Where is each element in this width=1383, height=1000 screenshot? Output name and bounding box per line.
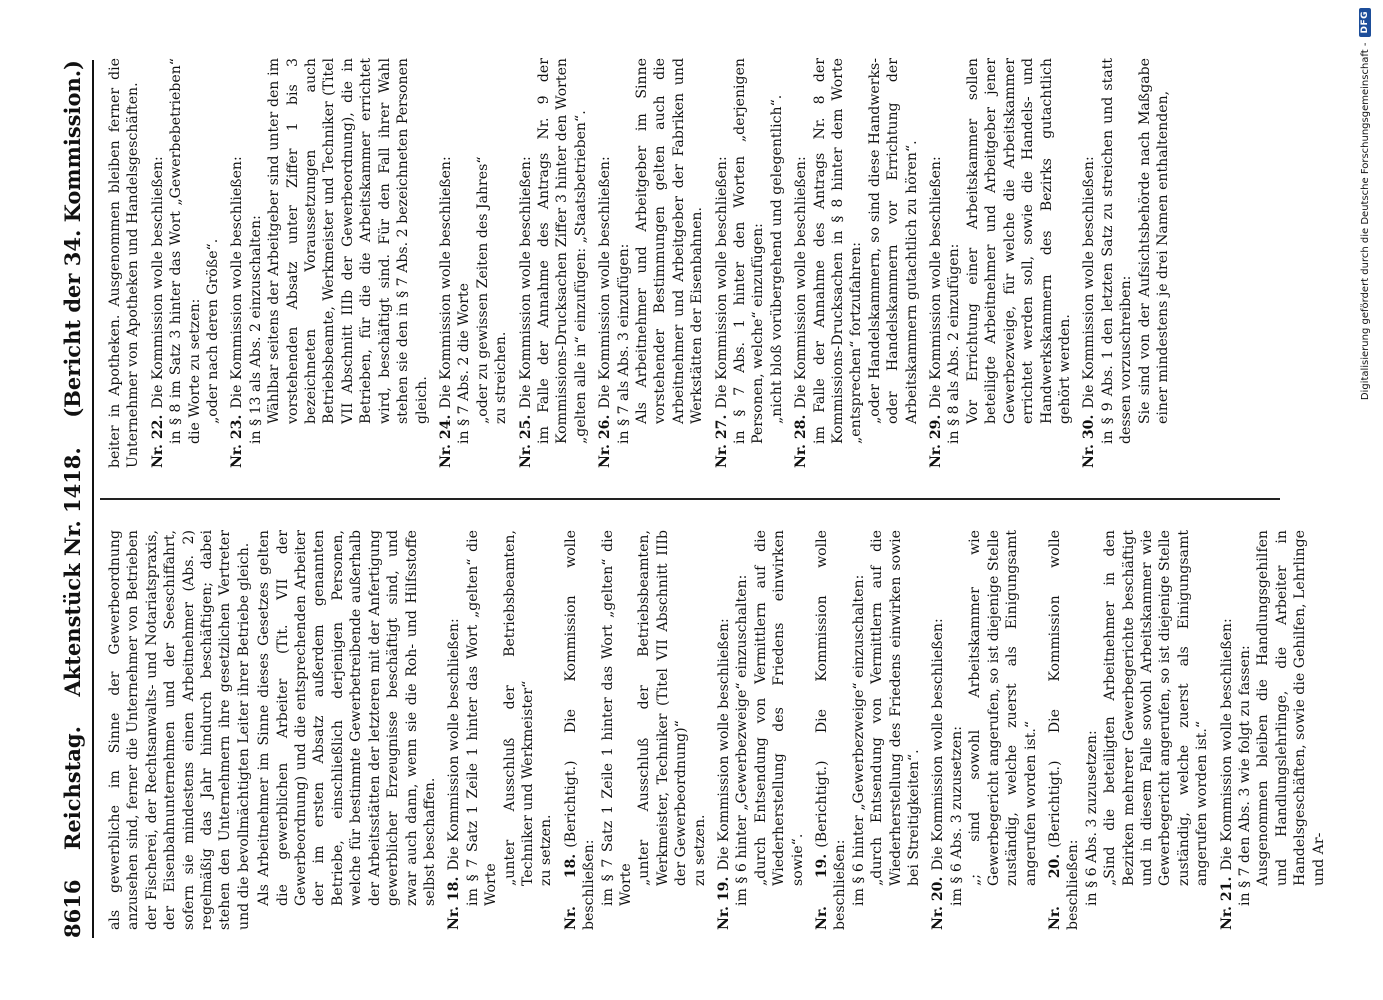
motion-item [927, 58, 1074, 468]
motion-text: im § 7 Satz 1 Zeile 1 hinter das Wort „gelten“ die Worte [599, 530, 634, 906]
motion-text: im § 6 hinter „Gewerbezweige“ einzuschalten: [850, 574, 867, 906]
motion-item [562, 530, 709, 930]
motion-head-text: Die Kommission wolle beschließen: [1218, 618, 1235, 871]
motion-heading [713, 58, 731, 468]
motion-head-text: Die Kommission wolle beschließen: [793, 156, 810, 409]
motion-text: „Sind die beteiligten Arbeitnehmer in den Bezirken mehrerer Gewerbegerichte beschäftigt und in diesem Falle sowohl Arbeitskammer wie Gewerbegericht angerufen, so ist diejenige Stelle zuständig, welche zuerst als Einigungsamt angerufen worden ist.“ [1102, 530, 1211, 886]
motion-text: „; sind sowohl Arbeitskammer wie Gewerbegericht angerufen, so ist diejenige Stelle zuständig, welche zuerst als Einigungsamt angerufen worden ist.“ [967, 530, 1039, 886]
motion-number: Nr. 28. [793, 414, 810, 468]
motion-item [445, 530, 555, 930]
motion-text: in § 7 Abs. 1 hinter den Worten „derjenigen Personen, welche“ einzufügen: [732, 58, 767, 444]
motion-head-text: Die Kommission wolle beschließen: [716, 618, 732, 871]
motion-head-text: Die Kommission wolle beschließen: [1081, 156, 1098, 409]
motion-text: in § 7 als Abs. 3 einzufügen: [615, 243, 632, 444]
motion-item [149, 58, 223, 468]
intro-paragraph: Als Arbeitnehmer im Sinne dieses Gesetzes gelten die gewerblichen Arbeiter (Tit. VII der Gewerbeordnung) und die entsprechenden Arbeiter der im ersten Absatz außerdem genannten Betriebe, einschließlich derjenigen Personen, welche für bestimmte Gewerbetreibende außerhalb der Arbeitsstätten der letzteren mit der Anfertigung gewerblicher Erzeugnisse beschäftigt sind, und zwar auch dann, wenn sie die Roh- und Hilfsstoffe selbst beschaffen. [256, 530, 438, 906]
motion-heading [596, 58, 614, 468]
motion-text: Sie sind von der Aufsichtsbehörde nach Maßgabe einer mindestens je drei Namen enthaltenden, [1136, 58, 1171, 424]
motion-number: Nr. 18. [446, 876, 463, 930]
left-items [445, 530, 1328, 930]
motion-text: „unter Ausschluß der Betriebsbeamten, Techniker und Werkmeister“ [501, 530, 536, 886]
motion-head-text: Die Kommission wolle beschließen: [930, 618, 947, 871]
motion-head-text: Die Kommission wolle beschließen: [928, 156, 945, 409]
motion-heading [149, 58, 167, 468]
motion-text: im § 6 hinter „Gewerbezweige“ einzuschalten: [734, 574, 751, 906]
motion-item [1046, 530, 1212, 930]
motion-heading [929, 530, 947, 930]
motion-head-text: (Berichtigt.) Die Kommission wolle beschließen: [814, 530, 849, 930]
motion-number: Nr. 30. [1081, 414, 1098, 468]
right-column [106, 58, 1172, 468]
motion-text: in § 7 den Abs. 3 wie folgt zu fassen: [1236, 645, 1253, 906]
motion-head-text: (Berichtigt.) Die Kommission wolle beschließen: [562, 530, 598, 930]
credit-text: Digitalisierung gefördert durch die Deutsche Forschungsgemeinschaft - [1359, 42, 1371, 401]
motion-item [437, 58, 511, 468]
motion-item [792, 58, 921, 468]
motion-text: Als Arbeitnehmer und Arbeitgeber im Sinne vorstehender Bestimmungen gelten auch die Arbeitnehmer und Arbeitgeber der Fabriken und Werkstätten der Eisenbahnen. [633, 58, 706, 424]
motion-item [228, 58, 430, 468]
motion-heading [715, 530, 733, 930]
motion-text: im Falle der Annahme des Antrags Nr. 9 der Kommissions-Drucksachen Ziffer 3 hinter den Worten „gelten alle in“ einzufügen: „Staatsbetrieben“. [535, 58, 589, 444]
right-intro [106, 58, 143, 468]
motion-item [1218, 530, 1328, 930]
motion-heading [437, 58, 455, 468]
digitization-credit [1355, 8, 1375, 668]
motion-text: im § 6 Abs. 3 zuzusetzen: [948, 726, 965, 906]
page-number: 8616 [59, 879, 85, 938]
motion-item [813, 530, 923, 930]
motion-heading [792, 58, 810, 468]
motion-heading [927, 58, 945, 468]
intro-paragraph: beiter in Apotheken. Ausgenommen bleiben ferner die Unternehmer von Apotheken und Handelsgeschäften. [107, 58, 142, 468]
motion-number: Nr. 20. [1046, 853, 1063, 930]
motion-text: zu streichen. [493, 331, 510, 424]
motion-text: „nicht bloß vorübergehend und gelegentlich“. [768, 94, 785, 424]
motion-text: in § 7 Abs. 2 die Worte [456, 283, 473, 444]
motion-text: im § 7 Satz 1 Zeile 1 hinter das Wort „gelten“ die Worte [464, 530, 500, 906]
header-center: Aktenstück Nr. 1418. [59, 447, 85, 697]
motion-head-text: Die Kommission wolle beschließen: [517, 156, 534, 409]
right-items [149, 58, 1173, 468]
motion-heading [1080, 58, 1098, 468]
motion-item [713, 58, 787, 468]
intro-paragraph: als gewerbliche im Sinne der Gewerbeordnung anzusehen sind, ferner die Unternehmer von Betrieben der Fischerei, der Rechtsanwalts- und Notariatspraxis, der Eisenbahnunternehmen und der Seeschiffahrt, sofern sie mindestens einen Arbeitnehmer (Abs. 2) regelmäßig das Jahr hindurch beschäftigen; dabei stehen den Unternehmern ihre gesetzlichen Vertreter und die bevollmächtigten Leiter ihrer Betriebe gleich. [107, 530, 252, 930]
motion-text: in § 13 als Abs. 2 einzuschalten: [247, 215, 264, 444]
motion-number: Nr. 24. [437, 414, 454, 468]
motion-text: Wählbar seitens der Arbeitgeber sind unter den im vorstehenden Absatz unter Ziffer 1 bis 3 bezeichneten Voraussetzungen auch Betriebsbeamte, Werkmeister und Techniker (Titel VII Abschnitt IIIb der Gewerbeordnung), die in Betrieben, für die die Arbeitskammer errichtet wird, beschäftigt sind. Für den Fall ihrer Wahl stehen sie den in § 7 Abs. 2 bezeichneten Personen gleich. [266, 58, 430, 424]
motion-number: Nr. 18. [562, 853, 579, 930]
motion-item [596, 58, 706, 468]
motion-number: Nr. 27. [713, 414, 730, 468]
motion-number: Nr. 22. [149, 414, 166, 468]
motion-text: Ausgenommen bleiben die Handlungsgehilfen und Handlungslehrlinge, die Arbeiter in Handelsgeschäften, sowie die Gehilfen, Lehrlinge und Ar- [1255, 530, 1327, 886]
left-intro [106, 530, 439, 930]
motion-text: zu setzen. [691, 814, 708, 886]
page-header [52, 60, 94, 938]
motion-heading [1046, 530, 1083, 930]
motion-text: „durch Entsendung von Vermittlern auf die Wiederherstellung des Friedens einwirken sowie“. [752, 530, 806, 886]
motion-text: Vor Errichtung einer Arbeitskammer sollen beteiligte Arbeitnehmer und Arbeitgeber jener Gewerbezweige, für welche die Arbeitskammer errichtet werden soll, sowie die Handels- und Handwerkskammern des Bezirks gutachtlich gehört werden. [964, 58, 1073, 424]
motion-head-text: Die Kommission wolle beschließen: [149, 156, 166, 409]
motion-number: Nr. 23. [229, 414, 246, 468]
motion-number: Nr. 19. [716, 876, 732, 930]
motion-item [929, 530, 1039, 930]
motion-item [715, 530, 807, 930]
motion-text: in § 6 Abs. 3 zuzusetzen: [1083, 730, 1100, 906]
motion-head-text: Die Kommission wolle beschließen: [446, 618, 463, 871]
motion-text: „oder Handelskammern, so sind diese Handwerks- oder Handelskammern vor Errichtung der Arbeitskammern gutachtlich zu hören“. [866, 58, 920, 424]
motion-text: in § 8 als Abs. 2 einzufügen: [946, 243, 963, 444]
header-right: (Bericht der 34. Kommission.) [59, 60, 85, 418]
motion-number: Nr. 19. [814, 853, 831, 930]
left-column [106, 530, 1328, 930]
motion-text: im Falle der Annahme des Antrags Nr. 8 der Kommissions-Drucksachen in § 8 hinter dem Worte „entsprechen“ fortzufahren: [811, 58, 865, 444]
motion-head-text: (Berichtigt.) Die Kommission wolle beschließen: [1046, 530, 1082, 930]
motion-heading [517, 58, 535, 468]
motion-text: in § 8 im Satz 3 hinter das Wort „Gewerbebetrieben“ die Worte zu setzen: [168, 58, 203, 444]
motion-head-text: Die Kommission wolle beschließen: [713, 156, 730, 409]
motion-heading [813, 530, 850, 930]
motion-number: Nr. 20. [930, 876, 947, 930]
motion-head-text: Die Kommission wolle beschließen: [437, 156, 454, 409]
motion-item [517, 58, 591, 468]
motion-item [1080, 58, 1172, 468]
motion-number: Nr. 29. [928, 414, 945, 468]
motion-text: „unter Ausschluß der Betriebsbeamten, Werkmeister, Techniker (Titel VII Abschnitt IIIb der Gewerbeordnung)“ [636, 530, 690, 886]
header-left: Reichstag. [59, 726, 85, 851]
motion-number: Nr. 26. [597, 414, 614, 468]
motion-head-text: Die Kommission wolle beschließen: [597, 156, 614, 409]
motion-text: zu setzen. [538, 814, 555, 886]
motion-number: Nr. 21. [1218, 876, 1235, 930]
motion-heading [445, 530, 463, 930]
motion-text: „durch Entsendung von Vermittlern auf die Wiederherstellung des Friedens einwirken sowie bei Streitigkeiten“. [869, 530, 923, 886]
motion-head-text: Die Kommission wolle beschließen: [229, 156, 246, 409]
motion-text: „oder zu gewissen Zeiten des Jahres“ [474, 156, 491, 424]
motion-number: Nr. 25. [517, 414, 534, 468]
motion-text: „oder nach deren Größe“. [205, 238, 222, 424]
column-divider [100, 498, 1280, 500]
motion-heading [1218, 530, 1236, 930]
motion-text: in § 9 Abs. 1 den letzten Satz zu streichen und statt dessen vorzuschreiben: [1099, 58, 1135, 444]
motion-heading [562, 530, 599, 930]
dfg-logo: DFG [1359, 8, 1371, 37]
motion-heading [228, 58, 246, 468]
